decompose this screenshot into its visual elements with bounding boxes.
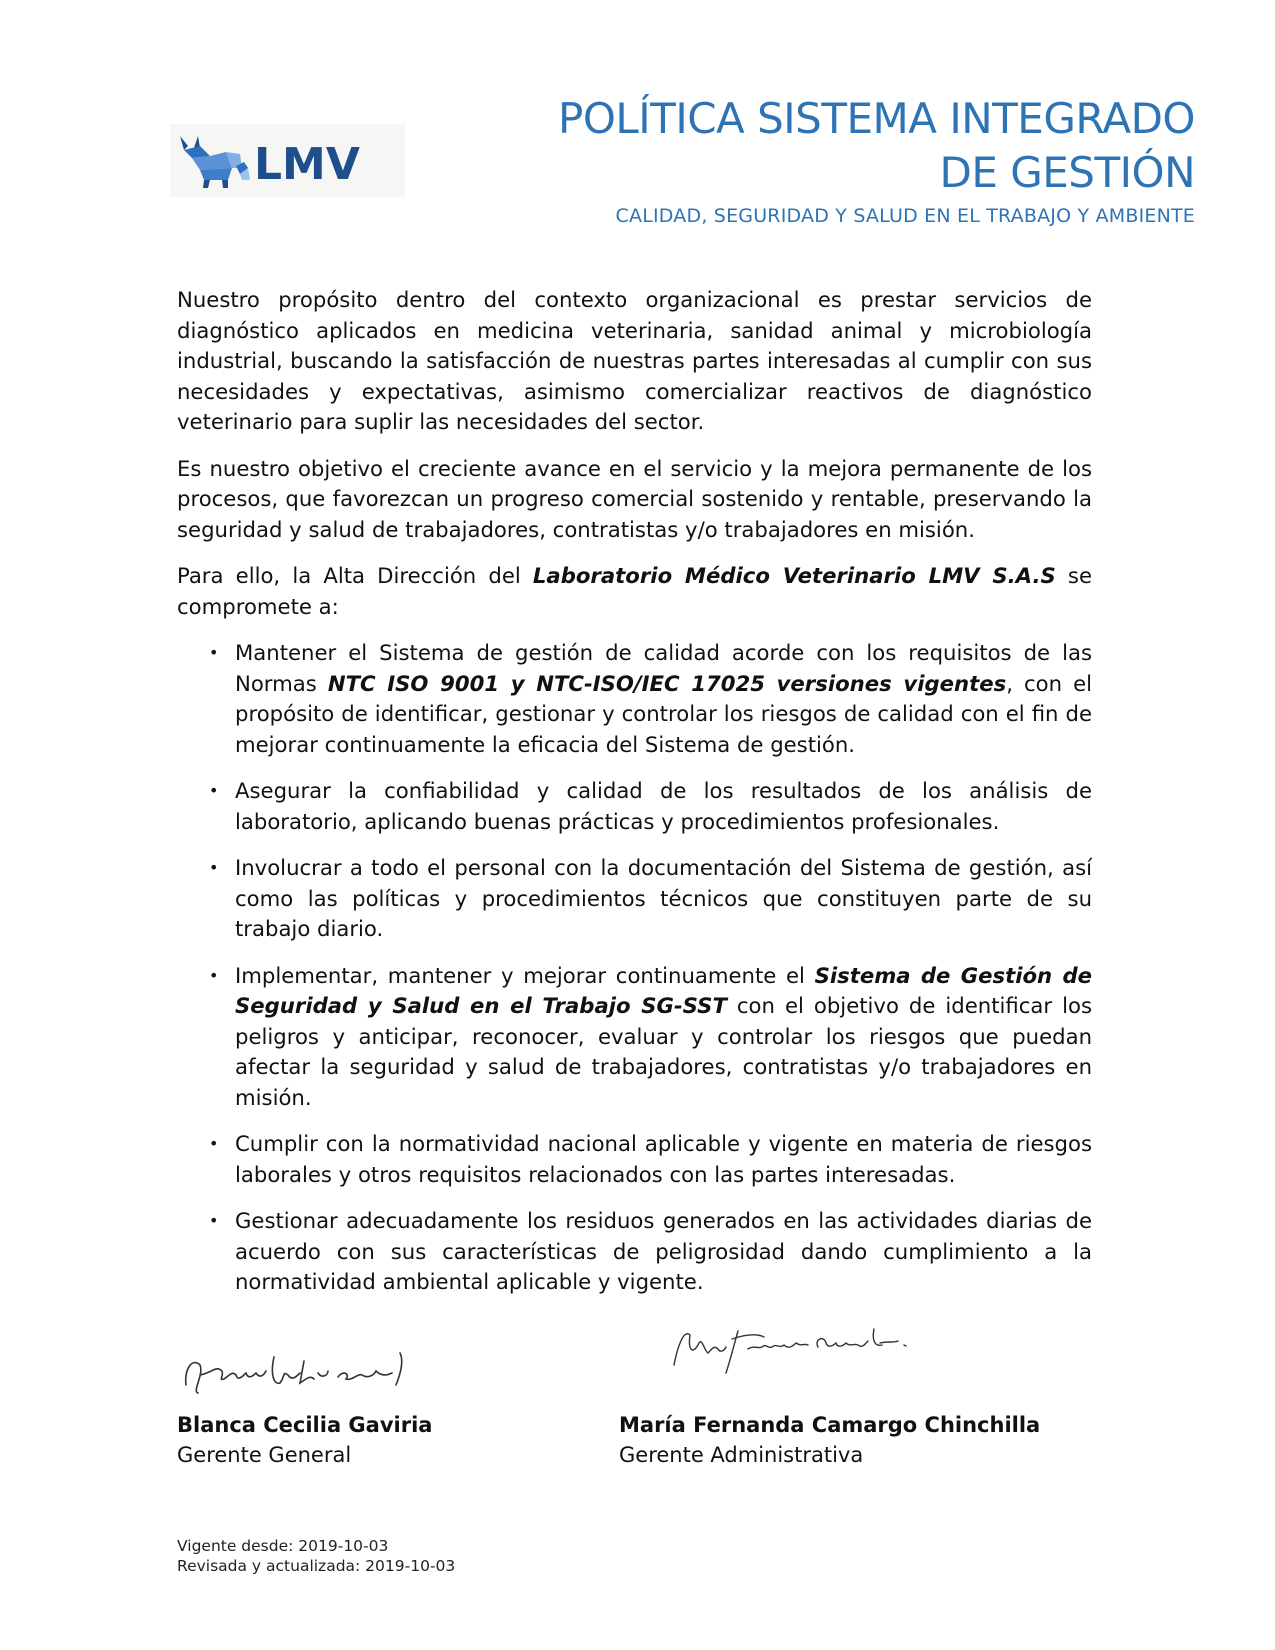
- intro-text-pre: Para ello, la Alta Dirección del: [177, 563, 533, 588]
- signature-block-right: [619, 1410, 1040, 1470]
- paragraph-objective: Es nuestro objetivo el creciente avance en el servicio y la mejora permanente de los procesos, que favorezcan un progreso comercial sostenido y rentable, preservando la seguridad y salud de trabajadores, contratistas y/o trabajadores en misión.: [177, 455, 1092, 542]
- title-line-1: POLÍTICA SISTEMA INTEGRADO: [558, 94, 1195, 143]
- bullet-icon: •: [209, 965, 219, 985]
- paragraph-purpose: Nuestro propósito dentro del contexto organizacional es prestar servicios de diagnóstico aplicados en medicina veterinaria, sanidad animal y microbiología industrial, buscando la satisfacción de nuestras partes interesadas al cumplir con sus necesidades y expectativas, asimismo comercializar reactivos de diagnóstico veterinario para suplir las necesidades del sector.: [177, 287, 1092, 434]
- signature-right-icon: [668, 1315, 908, 1385]
- list-item: [177, 1129, 1092, 1190]
- commitment-text: Implementar, mantener y mejorar continuamente el: [235, 962, 815, 988]
- bullet-icon: •: [209, 643, 219, 662]
- list-item: [177, 638, 1092, 760]
- commitment-text: Mantener el Sistema de gestión de calidad acorde con los requisitos de las Normas: [235, 640, 1092, 696]
- commitment-text-post: con el objetivo de identificar los peligros y anticipar, reconocer, evaluar y controlar los riesgos que puedan afectar la seguridad y salud de trabajadores, contratistas y/o trabajadores en misión.: [235, 993, 1092, 1110]
- commitment-text: Asegurar la confiabilidad y calidad de los resultados de los análisis de laboratorio, aplicando buenas prácticas y procedimientos profesionales.: [235, 778, 1092, 834]
- commitments-list: [177, 638, 1092, 1298]
- commitment-emphasis: Sistema de Gestión de Seguridad y Salud en el Trabajo SG-SST: [235, 962, 1092, 1018]
- company-name: Laboratorio Médico Veterinario LMV S.A.S: [532, 563, 1056, 588]
- list-item: [177, 1206, 1092, 1298]
- revised-date: Revisada y actualizada: 2019-10-03: [177, 1557, 456, 1575]
- signatory-role: Gerente Administrativa: [619, 1443, 864, 1467]
- signature-block-left: [177, 1410, 432, 1470]
- bullet-icon: •: [209, 1134, 219, 1153]
- list-item: [177, 853, 1092, 945]
- policy-body: [177, 285, 1092, 1314]
- bullet-icon: •: [209, 858, 219, 877]
- signatory-name: Blanca Cecilia Gaviria: [177, 1413, 433, 1437]
- signatory-role: Gerente General: [177, 1443, 352, 1467]
- commitment-emphasis: NTC ISO 9001 y NTC-ISO/IEC 17025 versiones vigentes: [327, 670, 1007, 696]
- page-title: [558, 92, 1195, 200]
- bull-logo-icon: [170, 124, 405, 197]
- document-footer: [177, 1536, 455, 1576]
- bullet-icon: •: [209, 1211, 219, 1230]
- title-line-2: DE GESTIÓN: [939, 148, 1195, 197]
- paragraph-commitment-intro: [177, 561, 1092, 622]
- intro-text-post: se compromete a:: [177, 563, 1093, 619]
- valid-from-date: Vigente desde: 2019-10-03: [177, 1537, 389, 1555]
- bullet-icon: •: [209, 781, 219, 800]
- list-item: [177, 776, 1092, 837]
- page-subtitle: CALIDAD, SEGURIDAD Y SALUD EN EL TRABAJO Y AMBIENTE: [615, 205, 1195, 227]
- commitment-text: Gestionar adecuadamente los residuos generados en las actividades diarias de acuerdo con sus características de peligrosidad dando cumplimiento a la normatividad ambiental aplicable y vigente.: [235, 1208, 1092, 1294]
- commitment-text: Cumplir con la normatividad nacional aplicable y vigente en materia de riesgos laborales y otros requisitos relacionados con las partes interesadas.: [235, 1131, 1092, 1187]
- signatory-name: María Fernanda Camargo Chinchilla: [619, 1413, 1041, 1437]
- company-logo: [170, 124, 405, 197]
- commitment-text-post: , con el propósito de identificar, gestionar y controlar los riesgos de calidad con el fin de mejorar continuamente la eficacia del Sistema de gestión.: [235, 670, 1093, 757]
- svg-text:LMV: LMV: [254, 139, 360, 190]
- commitment-text: Involucrar a todo el personal con la documentación del Sistema de gestión, así como las políticas y procedimientos técnicos que constituyen parte de su trabajo diario.: [235, 855, 1092, 941]
- signature-left-icon: [178, 1335, 438, 1410]
- list-item: [177, 961, 1092, 1114]
